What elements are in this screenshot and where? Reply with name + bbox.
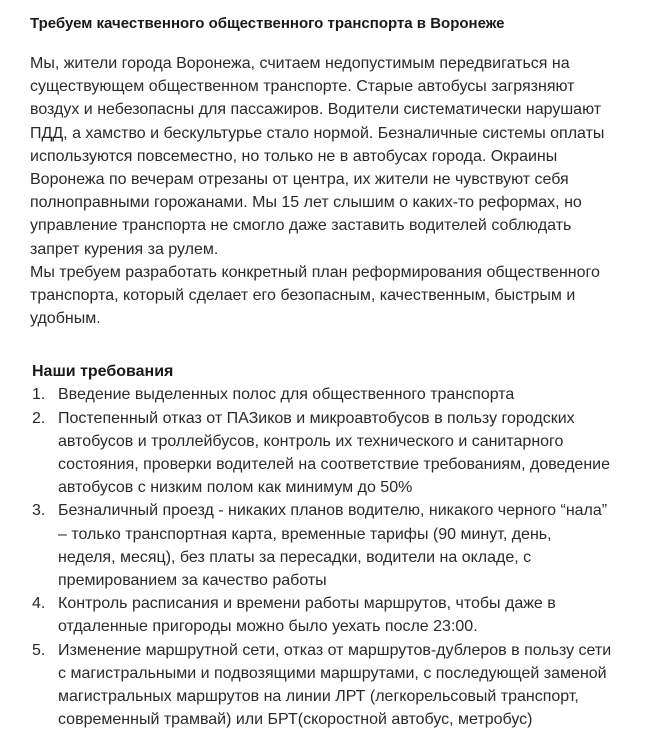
list-item xyxy=(30,499,613,592)
demands-list xyxy=(30,383,620,731)
list-item-number: 3. xyxy=(32,502,46,520)
petition-title: Требуем качественного общественного транспорта в Воронеже xyxy=(30,15,505,32)
list-item-text: Постепенный отказ от ПАЗиков и микроавтобусов в пользу городских автобусов и троллейбусов, контроль их технического и санитарного состояния, проверки водителей на соответствие требованиям, доведение автобусов с низким полом как минимум до 50% xyxy=(58,409,610,497)
list-item-number: 4. xyxy=(32,595,46,613)
demands-heading: Наши требования xyxy=(32,363,174,381)
list-item xyxy=(30,407,613,500)
list-item xyxy=(30,383,613,406)
list-item xyxy=(30,639,613,732)
list-item xyxy=(30,592,613,638)
list-item-text: Изменение маршрутной сети, отказ от маршрутов-дублеров в пользу сети с магистральными и подвозящими маршрутами, с последующей заменой магистральных маршрутов на линии ЛРТ (легкорельсовый транспорт, современный трамвай) или БРТ(скоростной автобус, метробус) xyxy=(58,641,612,729)
demand-paragraph: Мы требуем разработать конкретный план реформирования общественного транспорта, который сделает его безопасным, качественным, быстрым и удобным. xyxy=(30,263,600,328)
list-item-text: Введение выделенных полос для общественного транспорта xyxy=(58,386,515,404)
intro-paragraph: Мы, жители города Воронежа, считаем недопустимым передвигаться на существующем общественном транспорте. Старые автобусы загрязняют воздух и небезопасны для пассажиров. Водители систематически нарушают ПДД, а хамство и бескультурье стало нормой. Безналичные системы оплаты используются повсеместно, но только не в автобусах города. Окраины Воронежа по вечерам отрезаны от центра, их жители не чувствуют себя полноправными горожанами. Мы 15 лет слышим о каких-то реформах, но управление транспорта не смогло даже заставить водителей соблюдать запрет курения за рулем. xyxy=(30,55,605,258)
list-item-number: 5. xyxy=(32,641,46,659)
list-item-text: Контроль расписания и времени работы маршрутов, чтобы даже в отдаленные пригороды можно было уехать после 23:00. xyxy=(58,595,556,636)
list-item-number: 1. xyxy=(32,386,46,404)
list-item-number: 2. xyxy=(32,409,46,427)
list-item-text: Безналичный проезд - никаких планов водителю, никакого черного “нала” – только транспортная карта, временные тарифы (90 минут, день, неделя, месяц), без платы за пересадки, водители на окладе, с премированием за качество работы xyxy=(58,502,608,590)
